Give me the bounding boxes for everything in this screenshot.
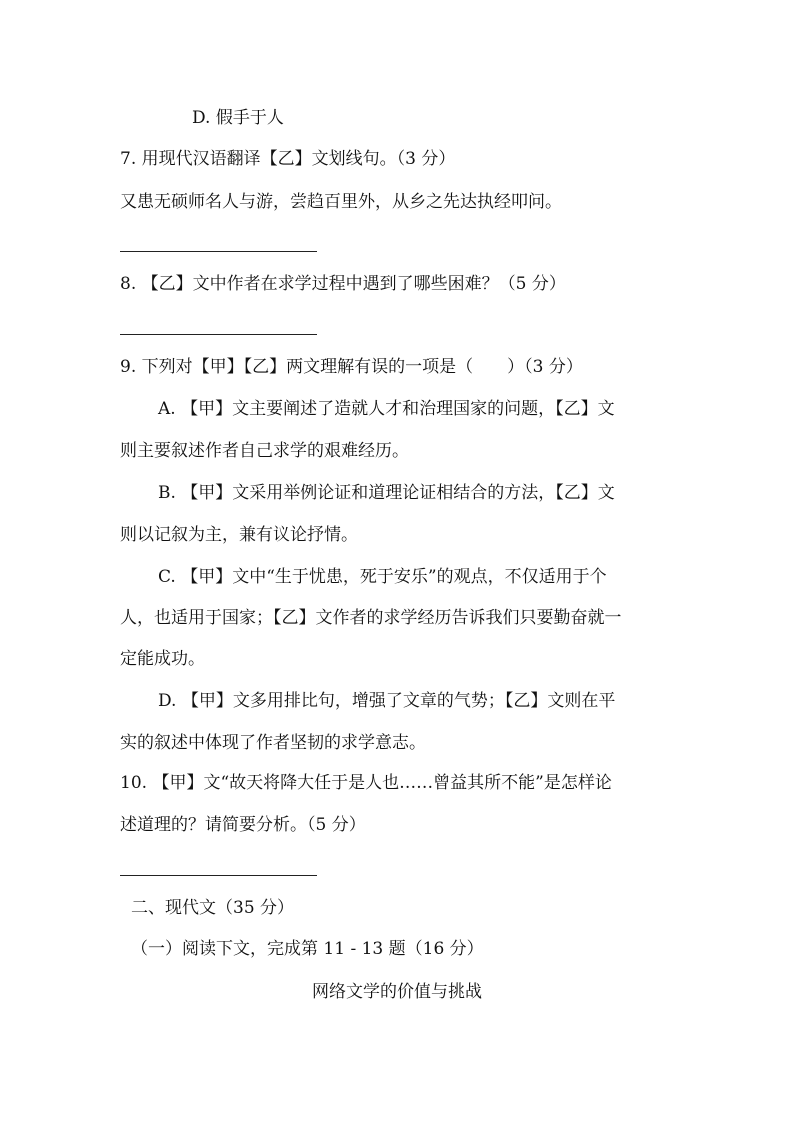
question-10-line-1: 10. 【甲】文“故天将降大任于是人也……曾益其所不能”是怎样论 <box>120 773 612 793</box>
option-b-line-1: B. 【甲】文采用举例论证和道理论证相结合的方法，【乙】文 <box>158 483 615 503</box>
question-10-answer-blank[interactable] <box>120 875 317 876</box>
question-8-prompt: 8. 【乙】文中作者在求学过程中遇到了哪些困难？（5 分） <box>120 274 566 294</box>
question-6-option-d: D. 假手于人 <box>192 108 284 128</box>
option-a-line-1: A. 【甲】文主要阐述了造就人才和治理国家的问题，【乙】文 <box>158 399 615 419</box>
option-c-line-3: 定能成功。 <box>120 649 205 669</box>
question-7-sentence: 又患无硕师名人与游，尝趋百里外，从乡之先达执经叩问。 <box>120 192 562 212</box>
option-a-line-2: 则主要叙述作者自己求学的艰难经历。 <box>120 441 409 461</box>
question-7-prompt: 7. 用现代汉语翻译【乙】文划线句。（3 分） <box>120 149 456 169</box>
question-9-prompt: 9. 下列对【甲】【乙】两文理解有误的一项是（ ）（3 分） <box>120 357 583 377</box>
option-b-line-2: 则以记叙为主，兼有议论抒情。 <box>120 525 358 545</box>
question-10-line-2: 述道理的？请简要分析。（5 分） <box>120 815 366 835</box>
option-c-line-2: 人，也适用于国家；【乙】文作者的求学经历告诉我们只要勤奋就一 <box>120 608 622 628</box>
section-2-sub-heading: （一）阅读下文，完成第 11 - 13 题（16 分） <box>131 939 484 959</box>
option-c-line-1: C. 【甲】文中“生于忧患，死于安乐”的观点，不仅适用于个 <box>158 567 607 587</box>
section-2-heading: 二、现代文（35 分） <box>131 898 295 918</box>
option-d-line-1: D. 【甲】文多用排比句，增强了文章的气势；【乙】文则在平 <box>158 691 616 711</box>
question-7-answer-blank[interactable] <box>120 251 317 252</box>
question-8-answer-blank[interactable] <box>120 334 317 335</box>
option-d-line-2: 实的叙述中体现了作者坚韧的求学意志。 <box>120 733 426 753</box>
article-title: 网络文学的价值与挑战 <box>312 982 482 1002</box>
